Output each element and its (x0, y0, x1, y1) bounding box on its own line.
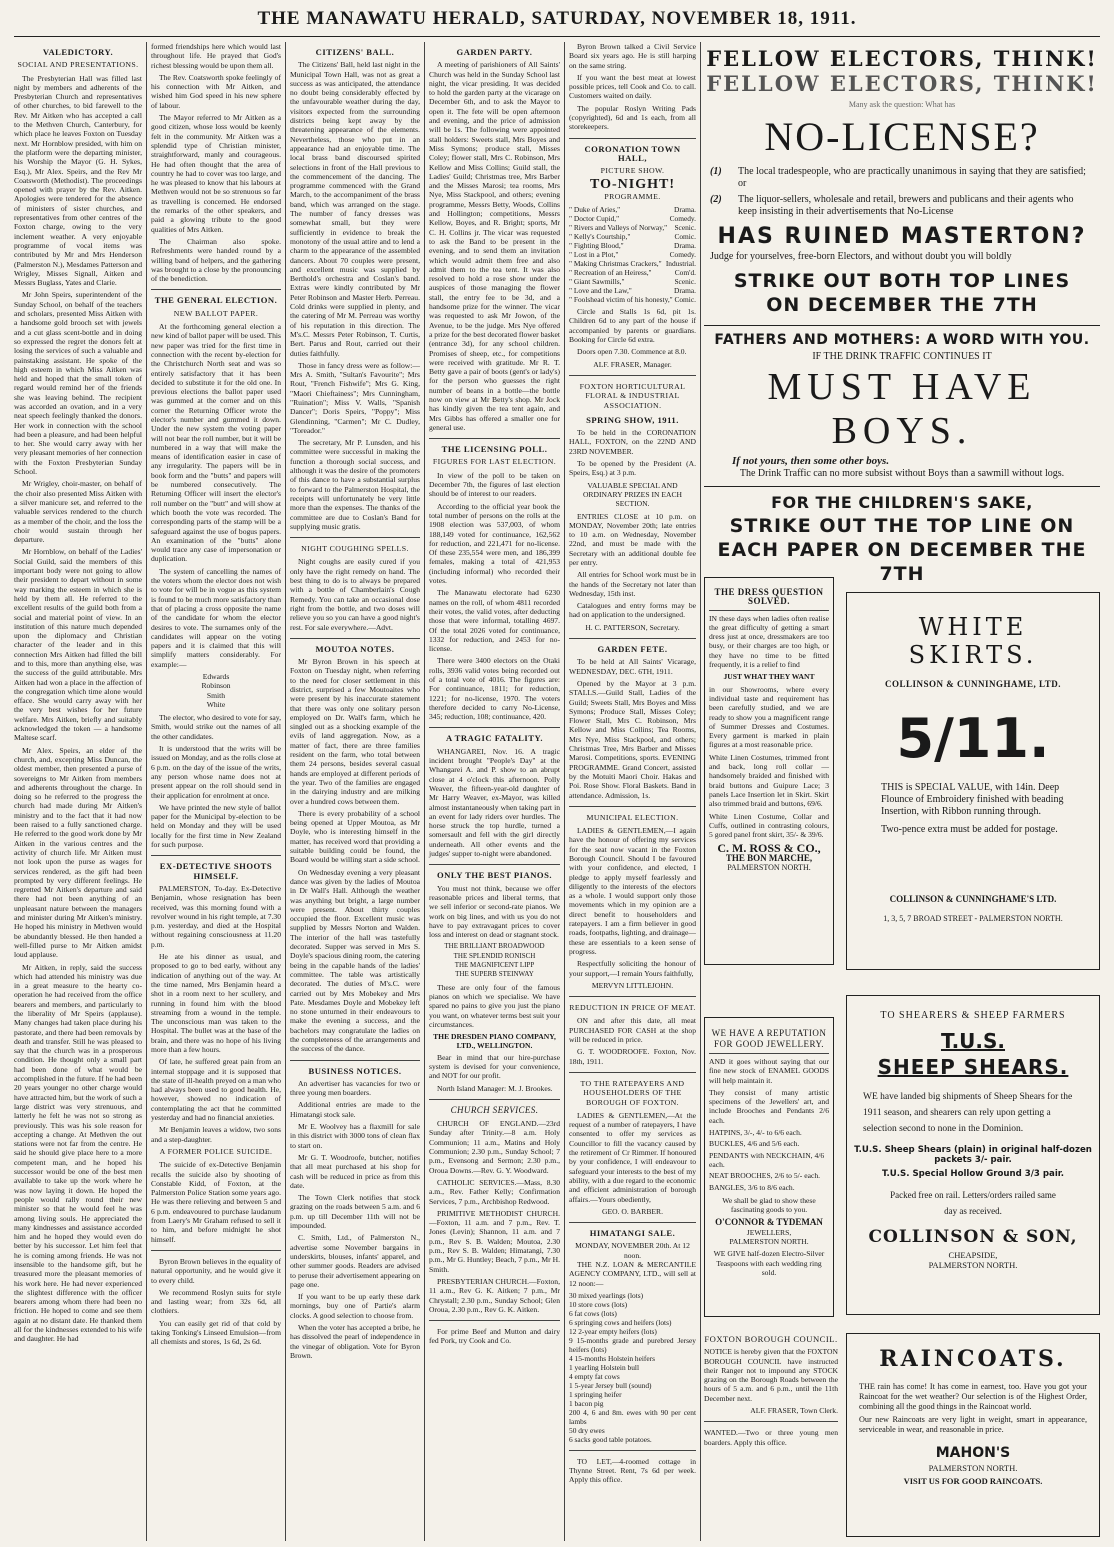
article-paragraph: He ate his dinner as usual, and proposed to go to bed early, without any indication of anything out of the way. At the time named, Mrs Benjamin heard a shot in a room next to her scullery, and running in found him with the blood streaming from a wound in the temple. The unconscious man was taken to the Hospital. The bullet was at the base of the brain, and there was no hope of his living more than a few hours. (151, 952, 281, 1054)
dresden-firm: THE DRESDEN PIANO COMPANY, LTD., WELLINGTON. (433, 1032, 556, 1051)
film-title: " Rivers and Valleys of Norway," (569, 223, 668, 233)
hall-manager: ALF. FRASER, Manager. (593, 359, 672, 369)
article-paragraph: In view of the poll to be taken on December 7th, the figures of last election should be of interest to our readers. (429, 470, 560, 499)
divider (151, 855, 281, 856)
reduction-title: REDUCTION IN PRICE OF MEAT. (569, 1003, 696, 1013)
programme-row (569, 277, 696, 286)
film-kind: Comedy. (669, 250, 696, 260)
divider (151, 289, 281, 290)
article-paragraph: Mr G. T. Woodroofe, butcher, notifies that all meat purchased at his shop for cash will be reduced in price as from this date. (290, 1152, 420, 1190)
jewellers-firm: O'CONNOR & TYDEMAN (715, 1217, 823, 1228)
article-paragraph: Opened by the Mayor at 3 p.m. STALLS.—Guild Stall, Ladies of the Guild; Sweets Stall, Mrs Boyes and Miss Symons; Produce Stall, Misses Coley; Flower Stall, Mrs C. Robinson, Mrs Kellow and Miss Collins; Tea Rooms, Mrs Nye, Miss Stackpool, and others; Christmas Tree, Mrs Barber and Misses Marosi. Competitions, sports. EVENING PROGRAMME. Grand Concert, assisted by the Motuiti Maori Choir. Hakas and Poi. Rose Show. Floral Baskets. Band in attendance. Admission, 1s. (569, 678, 696, 800)
sheep-shears-advert (846, 995, 1100, 1315)
skirts-address: 1, 3, 5, 7 BROAD STREET - PALMERSTON NORTH. (883, 914, 1063, 923)
piano-brand: THE MAGNIFICENT LIPP (454, 961, 535, 970)
article-paragraph: The Mayor referred to Mr Aitken as a good citizen, whose loss would be keenly felt in the community. Mr Aitken was a splendid type of Christian minister, straightforward, manly and courageous. He had often thought that the area of country he had to cover was too large, and he was pleased to know that his labours at Methven would not be so strenuous so far as travelling is concerned. He endorsed the remarks of the other speakers, and paid a glowing tribute to the good qualities of Mrs Aitken. (151, 113, 281, 234)
masthead-rule (14, 36, 1100, 37)
article-paragraph: The suicide of ex-Detective Benjamin recalls the suicide also by shooting of Constable Kidd, of Foxton, at the Palmerston Police Station some years ago. He was there relieving and between 5 and 6 p.m. endeavoured to purchase laudanum from Laery's Mr Graham refused to sell it to him, and before midnight he shot himself. (151, 1160, 281, 1244)
skirts-firm-2: COLLINSON & CUNNINGHAME'S LTD. (889, 894, 1057, 904)
article-paragraph: The Citizens' Ball, held last night in the Municipal Town Hall, was not as great a success as was anticipated, the attendance no doubt being considerably effected by the unfavourable weather during the day, visitors expected from the surrounding districts being kept away by the threatening appearance of the elements. Nevertheless, those who put in an appearance had an enjoyable time. The local brass band discoursed spirited selections in front of the Hall previous to the commencement of the dancing. The programme commenced with the Grand March, to the accompaniment of the brass band, which was arranged on the stage. The number of fancy dresses was somewhat small, but they were sufficiently in evidence to break the monotony of the usual attire and to lend a charm to the appearance of the assembled dancers. About 70 couples were present, and excellent music was supplied by Berthold's orchestra and Coslan's band. Extras were kindly contributed by Mr Peter Robinson and Master Herb. Perreau. Cold drinks were supplied in plenty, and the catering of Mr M. Perreau was worthy of his reputation in this direction. The M's.C. Messrs Peter Robinson, T. Curtis, Bert. Parus and Rout, carried out their duties faithfully. (290, 60, 420, 358)
ad-paragraph: White Linen Costume, Collar and Cuffs, outlined in contrasting colours, 5 gored panel front skirt, 35/- & 39/6. (709, 811, 829, 840)
article-paragraph: It is understood that the writs will be issued on Monday, and as the rolls close at 6 p.m. on the day of the issue of the writs, any person whose name does not at present appear on the roll should send in their application for enrolment at once. (151, 744, 281, 800)
strike-top-line: STRIKE OUT THE TOP LINE ON EACH PAPER ON DECEMBER THE 7TH (717, 515, 1087, 585)
divider (290, 537, 420, 538)
article-paragraph: There were 3400 electors on the Otaki rolls, 3936 valid votes being recorded out of a total vote of 4016. The figures are: For continuance, 1811; for reduction, 1221; for no-license, 1970. The voters therefore decided to carry No-License, 345; reduction, 108; continuance, 420. (429, 656, 560, 722)
point-number: (2) (710, 194, 722, 205)
sale-lot: 1 5-year Jersey bull (sound) (569, 1380, 652, 1390)
piano-brand-list (429, 942, 560, 979)
film-kind: Comedy. (669, 214, 696, 224)
divider (429, 438, 560, 439)
dress-question-advert (704, 577, 834, 965)
column-rule (564, 42, 565, 1541)
article-paragraph: CHURCH OF ENGLAND.—23rd Sunday after Trinity.—8 a.m. Holy Communion; 11 a.m., Matins and Holy Communion; 2.30 p.m., Sunday School; 7 p.m., Evensong and Sermon; 2.30 p.m., Oroua Downs.—Rev. G. Y. Woodward. (429, 1119, 560, 1175)
shears-street: CHEAPSIDE, (948, 1250, 998, 1260)
sale-lot: 4 15-months Holstein heifers (569, 1353, 656, 1363)
article-paragraph: CATHOLIC SERVICES.—Mass, 8.30 a.m., Rev. Father Kelly; Confirmation Services, 7 p.m., Archbishop Redwood. (429, 1177, 560, 1206)
divider (429, 864, 560, 865)
article-paragraph: The Chairman also spoke. Refreshments were handed round by a willing band of helpers, and the gathering was brought to a close by the pronouncing of the benediction. (151, 236, 281, 284)
film-title: " Making Christmas Crackers," (569, 259, 662, 269)
white-skirts-advert (846, 592, 1100, 970)
article-paragraph: Mr Aitken, in reply, said the success which had attended his ministry was due in a great measure to the hearty co-operation he had received from the office bearers and members, and particularly to the liberality of Mr Speirs (applause). Many changes had taken place during his pastorate, and there had been removals by death and transfer. Still he was pleased to say that the church was in a prosperous condition. He thought only a small part had been done of what would be accomplished in the future. If he had been 20 years younger no other charge would have attracted him, but the work of such a large district was very strenuous, and latterly he felt he was not so strong as previously. This was his sole reason for accepting a change. At Methven the out stations were not far from the centre. He said he should give place here to a more competent man, and he hoped his successor would be one of the best men available to take up the work where he was now laying it down. He hoped the people would rally round their new minister so that he would feel he was among living souls. He appreciated the many kindnesses and assistance accorded him and he hoped they would even do better by his successor. Let him feel that he is coming among friends. He was not insensible to the handsome gift, but he treasured more the pleasant memories of his work here. He had never experienced the slightest difference with the officer bearers among whom there had been no friction. He hoped to come and see them again at no distant date. He thanked them all for the kindnesses extended to his wife and daughter. He had (14, 962, 142, 1344)
divider (569, 375, 696, 376)
article-paragraph: On Wednesday evening a very pleasant dance was given by the ladies of Moutoa in Dr Wall's Hall. Although the weather was anything but bright, a large number were present. About thirty couples occupied the floor. Excellent music was supplied by Messrs Norton and Walden. The interior of the hall was tastefully decorated. Supper was served in Mrs S. Doyle's spacious dining room, the catering being in the capable hands of the ladies' committee. The table was artistically decorated. The duties of M's.C. were carried out by Mrs Mobekey and Mrs Pate. Mesdames Doyle and Mobekey left no stone unturned in their endeavours to make the evening a success, and the bachelors may congratulate the ladies on the completeness of the arrangements and the success of the dance. (290, 867, 420, 1054)
business-title: BUSINESS NOTICES. (308, 1065, 402, 1076)
film-kind: Comic. (674, 295, 696, 305)
shears-plain-price: T.U.S. Sheep Shears (plain) in original half-dozen packets 3/- pair. (854, 1145, 1092, 1165)
electors-title: FELLOW ELECTORS, THINK! (706, 46, 1098, 71)
small-ad: TO LET,—4-roomed cottage in Thynne Street. Rent, 7s 6d per week. Apply this office. (569, 1456, 696, 1485)
sale-lot-list (569, 1291, 696, 1444)
column-1 (14, 42, 142, 1541)
film-kind: Comic. (674, 232, 696, 242)
piano-brand: THE SPLENDID RONISCH (453, 951, 536, 960)
divider (704, 1421, 838, 1422)
film-title: " Duke of Aries," (569, 205, 621, 215)
film-title: " Doctor Cupid," (569, 214, 620, 224)
divider (709, 610, 829, 611)
divider (569, 806, 696, 807)
divider (569, 1072, 696, 1073)
article-paragraph: We have printed the new style of ballot paper for the Municipal by-election to be held on Monday and they will be used locally for the first time in New Zealand for such purpose. (151, 802, 281, 850)
shop-name-2: THE BON MARCHE, (725, 852, 813, 863)
film-kind: Drama. (674, 286, 696, 296)
programme-row (569, 286, 696, 295)
film-title: " Giant Sawmills," (569, 277, 625, 287)
electors-ask: Many ask the question: What has (848, 100, 956, 109)
shears-town: PALMERSTON NORTH. (928, 1260, 1018, 1270)
article-paragraph: The Manawatu electorate had 6230 names on the roll, of whom 4811 recorded their votes, the valid votes, after deducting those that were informal, totalling 4697. Of the total 2026 voted for continuance, 1332 for reduction, and 2453 for no-license. (429, 588, 560, 654)
article-paragraph: These are only four of the famous pianos on which we specialise. We have spared no pains to give you just the piano you want, on whatever terms best suit your circumstances. (429, 982, 560, 1029)
ruined-masterton: HAS RUINED MASTERTON? (717, 224, 1087, 249)
column-3 (290, 42, 420, 1541)
shears-to: TO SHEARERS & SHEEP FARMERS (880, 1010, 1066, 1021)
divider (569, 638, 696, 639)
jewellery-item: BUCKLES, 4/6 and 5/6 each. (709, 1139, 800, 1149)
point-text: The liquor-sellers, wholesale and retail, brewers and publicans and their agents who keep insisting in their advertisements that No-License (738, 194, 1074, 217)
article-paragraph: Night coughs are easily cured if you only have the right remedy on hand. The best thing to do is to always be prepared with a bottle of Chamberlain's Cough Remedy. You can take an occasional dose right from the bottle, and two doses will relieve you so you can have a good night's rest. For sale everywhere.—Advt. (290, 557, 420, 632)
article-paragraph: To be held in the CORONATION HALL, FOXTON, on the 22ND AND 23RD NOVEMBER. (569, 428, 696, 456)
hort-title: FOXTON HORTICULTURAL FLORAL & INDUSTRIAL ASSOCIATION. (579, 381, 686, 410)
column-4 (429, 42, 560, 1541)
ball-title: CITIZENS' BALL. (315, 47, 395, 57)
shears-hollow-price: T.U.S. Special Hollow Ground 3/3 pair. (881, 1169, 1065, 1179)
must-have-boys: MUST HAVE BOYS. (767, 366, 1037, 452)
article-paragraph: An advertiser has vacancies for two or three young men boarders. (290, 1078, 420, 1098)
mahons-visit: VISIT US FOR GOOD RAINCOATS. (903, 1476, 1043, 1486)
pianos-title: ONLY THE BEST PIANOS. (436, 870, 553, 881)
column-5 (569, 42, 696, 1541)
article-paragraph: Catalogues and entry forms may be had on application to the undersigned. (569, 601, 696, 620)
ballot-example (151, 672, 281, 709)
church-title: CHURCH SERVICES. (450, 1104, 539, 1115)
divider (569, 138, 696, 139)
mahons-firm: MAHON'S (935, 1445, 1011, 1461)
article-paragraph: Circle and Stalls 1s 6d, pit 1s. Children 6d to any part of the house if accompanied by parents or guardians. Booking for Circle 6d extra. (569, 307, 696, 345)
jewellery-item: PENDANTS with NECKCHAIN, 4/6 each. (709, 1150, 825, 1169)
shop-town: PALMERSTON NORTH. (727, 863, 811, 873)
article-paragraph: If you want the best meat at lowest possible prices, tell Cook and Co. to call. Customers waited on daily. (569, 72, 696, 101)
article-paragraph: The Town Clerk notifies that stock grazing on the roads between 5 a.m. and 6 p.m. up till December 11th will not be impounded. (290, 1193, 420, 1231)
jewellery-item: HATPINS, 3/-, 4/- to 6/6 each. (709, 1128, 802, 1138)
ad-paragraph: in our Showrooms, where every individual taste and requirement has been carefully studied, and we are ready to show you a magnificent range of Summer Dresses and Costumes. Every garment is marked in plain figures at a most reasonable price. (709, 684, 829, 750)
programme-list (569, 205, 696, 304)
dress-title: THE DRESS QUESTION SOLVED. (714, 587, 824, 607)
column-rule (285, 42, 286, 1541)
article-paragraph: The Presbyterian Hall was filled last night by members and adherents of the Presbyterian Church and representatives of other churches, to bid farewell to the Rev. Mr Aitken who has accepted a call to the Methven Church, Canterbury, for which place he leaves Foxton on Tuesday next. Mr Hornblow presided, with him on the platform were the departing minister, his Worship the Mayor (G. H. Sykes, Esq.), Mr Alex. Speirs, and the Rev Mr Coatsworth (Methodist). The proceedings opened with prayer by the Rev. Aitken. Apologies were tendered for the absence of ministers of sister churches, and representatives from other centres of the Foxton charge, owing to the very inclement weather. A very enjoyable programme of vocal items was contributed by Mr and Mrs Henderson (Palmerston N.), Mesdames Patterson and Wrigley, Misses Signall, Aitken and Messrs Buglass, Yates and Clarie. (14, 73, 142, 288)
article-paragraph: Additional entries are made to the Himatangi stock sale. (290, 1100, 420, 1119)
article-paragraph: Doors open 7.30. Commence at 8.0. (577, 347, 687, 357)
programme-row (569, 259, 696, 268)
spring-show-heading: SPRING SHOW, 1911. (586, 414, 679, 425)
article-paragraph: The elector, who desired to vote for say, Smith, would strike out the names of all the other candidates. (151, 713, 281, 741)
film-title: " Lost in a Plot," (569, 250, 619, 260)
article-paragraph: There is every probability of a school being opened at Upper Moutoa, as Mr Doyle, who is interesting himself in the matter, has received word that providing a suitable building could be found, the Board would be willing start a side school. (290, 808, 420, 865)
article-paragraph: ENTRIES CLOSE at 10 p.m. on MONDAY, November 20th; late entries to 10 a.m. on Wednesday, November 22nd, and must be made with the Secretary with an additional double fee per entry. (569, 511, 696, 567)
jewellers-label: JEWELLERS, (746, 1227, 792, 1237)
hall-title: CORONATION TOWN HALL, (584, 143, 681, 163)
poll-subtitle: FIGURES FOR LAST ELECTION. (432, 457, 557, 467)
programme-row (569, 250, 696, 259)
electors-title-repeat: FELLOW ELECTORS, THINK! (706, 71, 1098, 96)
article-paragraph: Mr Wrigley, choir-master, on behalf of the choir also presented Miss Aitken with a silver manicure set, and referred to the valuable services rendered to the church as a member of the choir, and the loss the choir would sustain through her departure. (14, 479, 142, 545)
shears-title: SHEEP SHEARS. (877, 1055, 1069, 1079)
film-kind: Industrial. (665, 259, 696, 269)
sale-date: MONDAY, NOVEMBER 20th. At 12 noon. (575, 1241, 690, 1260)
ballot-name: Smith (206, 690, 226, 700)
article-paragraph: THE N.Z. LOAN & MERCANTILE AGENCY COMPANY, LTD., will sell at 12 noon:— (569, 1259, 696, 1288)
article-paragraph: The popular Roslyn Writing Pads (copyrighted), 6d and 1s each, from all storekeepers. (569, 103, 696, 132)
election-title: THE GENERAL ELECTION. (154, 295, 278, 306)
point-number: (1) (710, 166, 722, 177)
article-paragraph: All entries for School work must be in the hands of the Secretary not later than Wednesday, 15th inst. (569, 570, 696, 598)
column-rule (700, 42, 701, 1541)
article-paragraph: You must not think, because we offer reasonable prices and liberal terms, that we sell inferior or second-rate pianos. We work on big lines, and with us you do not have to pay extravagant prices to cover loss and interest on dead or stagnant stock. (429, 883, 560, 940)
muni-title: MUNICIPAL ELECTION. (586, 812, 679, 822)
divider (290, 1060, 420, 1061)
raincoats-advert (846, 1333, 1100, 1537)
no-license-advert (704, 42, 1100, 585)
programme-row (569, 223, 696, 232)
divider (569, 996, 696, 997)
film-title: " Recreation of an Heiress," (569, 268, 652, 278)
article-paragraph: Mr Alex. Speirs, an elder of the church, and, excepting Miss Duncan, the oldest member, then presented a purse of sovereigns to Mr Aitken from members and adherents throughout the charge. In doing so he referred to the progress the church had made during Mr Aitken's ministry and to the fact that it had now been raised to a fully sanctioned charge. He referred to the good work done by Mr Aitken in the various centres and the activity of church life. Mr Aitken must not look upon the purse as wages for services rendered, as the gift had been prompted by very different feelings. He regretted Mr Aitken's departure and said there had not been anything of an unpleasant nature between the managers and minister during Mr Aitken's ministry. He hoped his ministry in Methven would be abundantly blessed. He then handed a well-filled purse to Mr Aitken amidst loud applause. (14, 745, 142, 960)
ballot-name: Robinson (201, 681, 231, 691)
article-paragraph: Of late, he suffered great pain from an internal stoppage and it is supposed that the state of ill-health preyed on a man who had always been used to good health. He, however, showed no indication of contemplating the act that he committed yesterday and had no financial anxieties. (151, 1057, 281, 1123)
article-paragraph: LADIES & GENTLEMEN,—At the request of a number of ratepayers, I have consented to offer my services as Councillor to fill the vacancy caused by the retirement of Cr Rimmer. If honoured by your confidence, I will endeavour to safeguard your interests to the best of my ability, with a due regard to the economic and efficient administration of borough affairs.—Yours obediently, (569, 1110, 696, 1204)
not-yours: If not yours, then some other boys. (732, 455, 890, 467)
programme-row (569, 241, 696, 250)
article-paragraph: Mr E. Woolvey has a flaxmill for sale in this district with 3000 tons of clean flax to start on. (290, 1122, 420, 1150)
film-kind: Drama. (674, 241, 696, 251)
jewellery-item: NEAT BROOCHES, 2/6 to 5/- each. (709, 1171, 821, 1181)
ad-paragraph: WE GIVE half-dozen Electro-Silver Teaspoons with each wedding ring sold. (713, 1249, 825, 1277)
article-paragraph: C. Smith, Ltd., of Palmerston N., advertise some November bargains in underskirts, blouses, infants' apparel, and other summer goods. Readers are advised to peruse their advertisement appearing on page one. (290, 1233, 420, 1289)
sale-lot: 1 bacon pig (569, 1398, 604, 1408)
ad-paragraph: NOTICE is hereby given that the FOXTON BOROUGH COUNCIL have instructed their Ranger not to impound any STOCK grazing on the Borough Roads between the hours of 5 a.m. and 6 p.m., until the 11th December next. (704, 1347, 838, 1403)
article-paragraph: WHANGAREI, Nov. 16. A tragic incident brought "People's Day" at the Whangarei A. and P. show to an abrupt close at 4 o'clock this afternoon. Polly Weaver, the fifteen-year-old daughter of Mr Harry Weaver, ex-Mayor, was killed almost instantaneously when taking part in an event for lady riders over hurdles. The horse struck the top hurdle, turned a somersault and fell with the girl directly underneath. All other events and the judges' supper to-night were abandoned. (429, 746, 560, 859)
strike-both-lines: STRIKE OUT BOTH TOP LINES ON DECEMBER THE 7TH (733, 270, 1071, 316)
programme-row (569, 295, 696, 304)
article-paragraph: Mr Hornblow, on behalf of the Ladies' Social Guild, said the members of this important body were not going to allow their president to depart without in some way marking the esteem in which she is held by them all. He referred to the excellent results of the guild both from a social and material point of view. In an institution of this nature much depended upon the diplomacy and Christian character of the leader and in this connection Mrs Aitken had filled the bill and to this, more than anything else, was the success of the guild attributable. Mrs Aitken had won a place in the affection of the congregation which time alone would efface. She would carry away with her the very best wishes for her future welfare. Mrs Aitken, briefly and suitably acknowledged the token — a handsome Maltese scarf. (14, 547, 142, 743)
ratepayers-title: TO THE RATEPAYERS AND HOUSEHOLDERS OF THE BOROUGH OF FOXTON. (580, 1078, 685, 1107)
shears-freight: Packed free on rail. Letters/orders railed same day as received. (890, 1190, 1056, 1216)
candidate-sign: MERVYN LITTLEJOHN. (591, 980, 674, 990)
article-paragraph: At the forthcoming general election a new kind of ballot paper will be used. This new paper was tried for the first time in connection with the recent by-election for the Christchurch North seat and was so entirely satisfactory that it has been decided to substitute it for the old one. In previous elections the ballot paper used was gummed at the corner and on this corner the Returning Officer wrote the elector's number and gummed it down. Under the new system the voting paper will not bear the roll number, but it will be numbered in a way that will make the means of identification easier in case of any irregularity. The papers will be in book form and the "butts" and papers will be numbered consecutively. The Returning Officer will insert the elector's roll number on the "butt" and will show at which booth the vote was recorded. The corresponding parts of the stamp will be a safeguard against the use of bogus papers. An examination of the "butts" alone would trace any case of impersonation or duplication. (151, 322, 281, 564)
just-what-they-want: JUST WHAT THEY WANT (723, 672, 815, 682)
piano-brand: THE BRILLIANT BROADWOOD (444, 942, 545, 951)
election-subtitle: NEW BALLOT PAPER. (173, 308, 259, 318)
film-title: " Love and the Law," (569, 286, 632, 296)
poll-title: THE LICENSING POLL. (441, 444, 548, 455)
small-ad: Byron Brown believes in the equality of natural opportunity, and he would give it to every child. (151, 1256, 281, 1285)
article-paragraph: PRIMITIVE METHODIST CHURCH.—Foxton, 11 a.m. and 7 p.m., Rev. T. Jones (Levin); Shannon, 11 a.m. and 7 p.m., Rev S. B. Walden; Moutoa, 2.30 p.m., Rev S. B. Walden; Himatangi, 7.30 p.m., Mr G. Huntley; Beach, 7 p.m., Mr H. Smith. (429, 1208, 560, 1274)
article-paragraph: Mr John Speirs, superintendent of the Sunday School, on behalf of the teachers and scholars, presented Miss Aitken with a handsome gold brooch set with jewels and a cut glass scent-bottle and in doing so expressed the regret the donors felt at losing the services of such a valuable and painstaking assistant. He spoke of the high esteem in which Miss Aitken was held and hoped that the small token of regard would remind her of the friends she was leaving behind. The recipient was accorded an ovation, and in a very neat speech feelingly thanked the donors. Her work in connection with the school had been a pleasure, and had been helpful to her. She would carry away with her very pleasant memories of her connection with the Foxton Presbyterian Sunday School. (14, 290, 142, 477)
sale-title: HIMATANGI SALE. (589, 1228, 676, 1239)
ad-paragraph: THIS is SPECIAL VALUE, with 14in. Deep Flounce of Embroidery finished with beading Insertion, with Ribbon running through. (881, 782, 1064, 817)
sale-lot: 1 springing heifer (569, 1389, 622, 1399)
programme-label: PROGRAMME. (604, 191, 661, 201)
sale-lot: 6 fat cows (lots) (569, 1308, 617, 1318)
valedictory-title: VALEDICTORY. (42, 47, 114, 57)
programme-row (569, 214, 696, 223)
sale-lot: 10 store cows (lots) (569, 1299, 628, 1309)
jewellery-item: BANGLES, 3/6 to 8/6 each. (709, 1182, 795, 1192)
article-paragraph: Respectfully soliciting the honour of your support,—I remain Yours faithfully, (569, 959, 696, 978)
valedictory-subtitle: SOCIAL AND PRESENTATIONS. (17, 60, 139, 70)
divider (429, 1099, 560, 1100)
sale-lot: 6 sacks good table potatoes. (569, 1434, 652, 1444)
shears-firm: COLLINSON & SON, (868, 1227, 1078, 1247)
skirts-firm: COLLINSON & CUNNINGHAME, LTD. (885, 679, 1061, 689)
skirts-title: WHITE SKIRTS. (908, 613, 1038, 669)
tragic-title: A TRAGIC FATALITY. (445, 733, 544, 744)
article-paragraph: A meeting of parishioners of All Saints' Church was held in the Sunday School last night, the vicar presiding. It was decided to hold the garden party at the vicarage on December 6th, and to ask the Mayor to open it. The fete will be open afternoon and evening, and the price of admission will be 1s. The following were appointed stall holders: Sweets stall, Mrs Boyes and Miss Symons; produce stall, Misses Coley; flower stall, Mrs C. Robinson, Mrs Kellow and Miss Collins; Guild stall, the Ladies' Guild; Christmas tree, Mrs Barber and the Misses Marosi; tea rooms, Mrs Nye, Miss Stackpool, and others; evening programme, Messrs Betty, Woods, Collins and Hollington; competitions, Messrs Kellow, Boyes, and R. Bright; sports, Mr C. H. Collins jr. The vicar was requested to ask the Band to be present in the evening, and to send them an invitation which would admit them free and also admit them to the tea tent. It was also resolved to hold a rose show under the auspices of those managing the flower stall, the entry fee to be 3d, and a handsome prize for the winner. The vicar was requested to ask Mr Jowon, of the Avenue, to be the judge. Mrs Nye offered a prize for the best decorated flower basket (entrance 3d), for any school children. Promises of sheep, etc., for competitions were received with gratitude. Mr R. T. Betty gave a pair of boots (gent's or lady's) for the person who guesses the right number of beans in a bottle—the bottle now on view at Mr Betty's shop. Mr Jock has kindly given the tea tent again, and Mrs Gibbs has offered a smaller one for general use. (429, 60, 560, 432)
judge-text: Judge for yourselves, free-born Electors, and without doubt you will boldly (710, 251, 1012, 262)
tonight-heading: TO-NIGHT! (590, 176, 675, 192)
film-kind: Drama. (674, 205, 696, 215)
piano-brand: THE SUPERB STEINWAY (455, 970, 534, 979)
police-title: A FORMER POLICE SUICIDE. (159, 1146, 273, 1156)
article-paragraph: formed friendships here which would last throughout life. He prayed that God's richest blessing would be upon them all. (151, 42, 281, 70)
article-paragraph: North Island Manager: M. J. Brookes. (437, 1083, 553, 1093)
film-title: " Foolshead victim of his honesty," (569, 295, 673, 305)
jewellery-advert (704, 1017, 834, 1317)
fathers-mothers: FATHERS AND MOTHERS: A WORD WITH YOU. (714, 332, 1090, 348)
article-paragraph: Those in fancy dress were as follow:—Mrs A. Smith, "Sultan's Favourite"; Mrs Rout, "French Fishwife"; Mrs G. King, "Maori Chieftainess"; Mrs Cunningham, "Ruination"; Miss V. Walls, "Spanish Dancer"; Doris Speirs, "Poppy"; Miss Glendinning, "Carmen"; Mr C. Dudley, "Toreador." (290, 360, 420, 435)
film-title: " Kelly's Courtship," (569, 232, 631, 242)
article-paragraph: Mr Byron Brown in his speech at Foxton on Tuesday night, when referring to the need for closer settlement in this district, surprised a few Moutoaites who were present by his inaccurate statement that there was only one solitary person employed on Dr. Wall's farm, which he singled out as a shocking example of the evils of land aggregation. Now, as a matter of fact, there are three families resident on the farm, who total between them 24 persons, besides several casual hands are employed at different periods of the year. Two of the families are engaged in the dairying industry and are milking over a hundred cows between them. (290, 657, 420, 806)
drink-traffic-line: IF THE DRINK TRAFFIC CONTINUES IT (812, 351, 992, 362)
point-text: The local tradespeople, who are practically unanimous in saying that they are satisfied; or (738, 166, 1086, 189)
ad-paragraph: Two-pence extra must be added for postage. (881, 824, 1058, 835)
small-ad: You can easily get rid of that cold by taking Tonking's Linseed Emulsion—from all chemists and stores, 1s 6d, 2s 6d. (151, 1318, 281, 1347)
sale-lot: 12 2-year empty heifers (lots) (569, 1326, 657, 1336)
sawmill-line: The Drink Traffic can no more subsist without Boys than a sawmill without logs. (739, 468, 1065, 479)
secretary-sign: H. C. PATTERSON, Secretary. (585, 622, 680, 632)
sale-lot: 30 mixed yearlings (lots) (569, 1290, 644, 1300)
article-paragraph: LADIES & GENTLEMEN,—I again have the honour of offering my services for the seat now vacant in the Foxton Borough Council. Should I be favoured with your confidence, and elected, I pledge to apply myself fearlessly and diligently to the interests of the electors as a whole. I would support only those movements which in my opinion are a direct benefit to householders and ratepayers. I am a firm believer in good roads, footpaths, lighting, and drainage—these are essentials to a keen sense of progress. (569, 826, 696, 956)
article-paragraph: The secretary, Mr P. Lunsden, and his committee were successful in making the function a thorough social success, and although it was the desire of the promoters of this dance to have a substantial surplus to forward to the Palmerston Hospital, the receipts will unfortunately be very little more than the expenses. The thanks of the committee are due to Coslan's Band for supplying music gratis. (290, 438, 420, 531)
jewellery-title: WE HAVE A REPUTATION FOR GOOD JEWELLERY. (711, 1028, 827, 1049)
sale-lot: 50 dry ewes (569, 1425, 605, 1435)
small-ad: We recommend Roslyn suits for style and lasting wear; from 32s 6d, all clothiers. (151, 1287, 281, 1316)
hall-subtitle: PICTURE SHOW. (600, 166, 665, 176)
article-paragraph: G. T. WOODROOFE. Foxton, Nov. 18th, 1911. (569, 1047, 696, 1066)
mahons-town: PALMERSTON NORTH. (928, 1463, 1018, 1473)
divider (709, 1053, 829, 1054)
detective-title: EX-DETECTIVE SHOOTS HIMSELF. (159, 861, 273, 881)
film-title: " Fighting Blood," (569, 241, 624, 251)
article-paragraph: ON and after this date, all meat PURCHASED FOR CASH at the shop will be reduced in price. (569, 1016, 696, 1045)
council-notice (704, 1329, 838, 1539)
no-license-question: NO-LICENSE? (764, 114, 1040, 159)
article-paragraph: To be held at All Saints' Vicarage, WEDNESDAY, DEC. 6TH, 1911. (569, 657, 696, 676)
sale-lot: 9 15-months grade and purebred Jersey heifers (lots) (569, 1335, 696, 1354)
point-1 (710, 166, 1094, 190)
moutoa-title: MOUTOA NOTES. (315, 643, 395, 654)
sale-lot: 200 4, 6 and 8m. ewes with 90 per cent lambs (569, 1407, 696, 1426)
film-kind: Com'd. (674, 268, 696, 278)
ad-paragraph: IN these days when ladies often realise the great difficulty of getting a smart dress just at once, dressmakers are too busy, or their charges are too high, or they have no time to be fitted frequently, it is a relief to find (709, 613, 829, 670)
article-paragraph: Bear in mind that our hire-purchase system is devised for your convenience, and NOT for our profit. (429, 1052, 560, 1081)
article-paragraph: PALMERSTON, To-day. Ex-Detective Benjamin, whose resignation has been received, was this morning found with a revolver wound in his right temple, at 7.30 p.m. yesterday, and died at the Hospital without regaining consciousness at 11.20 p.m. (151, 883, 281, 949)
garden-title: GARDEN PARTY. (456, 47, 533, 57)
column-rule (424, 42, 425, 1541)
skirts-price: 5/11. (896, 707, 1050, 770)
programme-row (569, 232, 696, 241)
film-kind: Scenic. (674, 223, 696, 233)
ad-paragraph: They consist of many artistic specimens of the Jewellers' art, and include Brooches and Pendants 2/6 each. (709, 1087, 829, 1125)
programme-row (569, 268, 696, 277)
column-rule (146, 42, 147, 1541)
divider (290, 638, 420, 639)
ad-paragraph: Our new Raincoats are very light in weight, smart in appearance, serviceable in wear, and reasonable in price. (859, 1415, 1087, 1434)
divider (569, 1450, 696, 1451)
article-paragraph: The Rev. Coatsworth spoke feelingly of his connection with Mr Aitken, and wished him God speed in his new sphere of labour. (151, 72, 281, 110)
childrens-sake: FOR THE CHILDREN'S SAKE, (771, 493, 1033, 512)
council-title: FOXTON BOROUGH COUNCIL. (704, 1334, 838, 1344)
sale-lot: 1 yearling Holstein bull (569, 1362, 639, 1372)
sale-lot: 4 empty fat cows (569, 1371, 620, 1381)
article-paragraph: The system of cancelling the names of the voters whom the elector does not wish to vote for will be in vogue as this system is found to be much more satisfactory than that of placing a cross opposite the name of the candidate for whom the elector desires to vote. The surnames only of the candidates will appear on the voting papers and it is claimed that this will simplify matters considerably. For example:— (151, 566, 281, 669)
fete-title: GARDEN FETE. (597, 644, 668, 655)
article-paragraph: To be opened by the President (A. Speirs, Esq.) at 3 p.m. (569, 459, 696, 478)
ad-paragraph: THE rain has come! It has come in earnest, too. Have you got your Raincoat for the wet weather? Our selection is of the Highest Order, combining all the good things in the Raincoat world. (859, 1382, 1087, 1411)
divider (569, 1222, 696, 1223)
programme-row (569, 205, 696, 214)
prizes-note: VALUABLE SPECIAL AND ORDINARY PRIZES IN EACH SECTION. (582, 480, 683, 509)
divider (429, 1320, 560, 1321)
divider (704, 325, 1100, 326)
council-sign: ALF. FRASER, Town Clerk. (750, 1406, 838, 1416)
shop-name: C. M. ROSS & CO., (717, 841, 821, 856)
article-paragraph: Byron Brown talked a Civil Service Board six years ago. He is still harping on the same string. (569, 42, 696, 70)
ad-paragraph: AND it goes without saying that our fine new stock of ENAMEL GOODS will help maintain it. (709, 1057, 829, 1085)
raincoats-title: RAINCOATS. (879, 1346, 1067, 1372)
cough-title: NIGHT COUGHING SPELLS. (301, 544, 409, 554)
article-paragraph: According to the official year book the total number of persons on the rolls at the 1908 election was 537,003, of whom 188,149 voted for continuance, 162,562 for reduction, and 221,471 for no-license. Of these 235,554 were men, and 186,399 females, making a total of 421,953 (including informal) who recorded their votes. (429, 501, 560, 586)
article-paragraph: PRESBYTERIAN CHURCH.—Foxton, 11 a.m., Rev G. K. Aitken; 7 p.m., Mr Chrystall; 2.30 p.m., Sunday School; Glen Oroua, 2.30 p.m., Rev G. K. Aitken. (429, 1276, 560, 1314)
divider (429, 727, 560, 728)
ballot-name: White (206, 699, 226, 709)
sale-lot: 6 springing cows and heifers (lots) (569, 1317, 672, 1327)
article-paragraph: Mr Benjamin leaves a widow, two sons and a step-daughter. (151, 1125, 281, 1144)
column-2 (151, 42, 281, 1541)
article-paragraph: When the voter has accepted a bribe, he has dissolved the pearl of independence in the vinegar of obligation. Vote for Byron Brown. (290, 1323, 420, 1360)
ad-paragraph: White Linen Costumes, trimmed front and back, long roll collar — handsomely braided and finished with braid buttons and Guipure Lace; 3 panels Lace Insertion let in Skirt. Skirt also trimmed braid and buttons, 69/6. (709, 752, 829, 809)
candidate-sign: GEO. O. BARBER. (602, 1206, 663, 1216)
ad-paragraph: WANTED.—Two or three young men boarders. Apply this office. (704, 1428, 838, 1447)
shears-brand: T.U.S. (940, 1029, 1006, 1053)
ballot-name: Edwards (202, 672, 230, 681)
film-kind: Scenic. (674, 277, 696, 287)
article-paragraph: If you want to be up early these dark mornings, buy one of Partie's alarm clocks. A good selection to choose from. (290, 1292, 420, 1320)
ad-paragraph: WE have landed big shipments of Sheep Shears for the 1911 season, and shearers can rely upon getting a selection second to none in the Dominion. (863, 1092, 1073, 1134)
jewellers-town: PALMERSTON NORTH. (729, 1237, 809, 1247)
point-2 (710, 194, 1094, 218)
divider (151, 1250, 281, 1251)
divider (704, 486, 1100, 487)
masthead: THE MANAWATU HERALD, SATURDAY, NOVEMBER 18, 1911. (257, 8, 857, 29)
ad-paragraph: We shall be glad to show these fascinating goods to you. (722, 1195, 816, 1215)
small-ad: For prime Beef and Mutton and dairy fed Pork, try Cook and Co. (429, 1327, 560, 1346)
